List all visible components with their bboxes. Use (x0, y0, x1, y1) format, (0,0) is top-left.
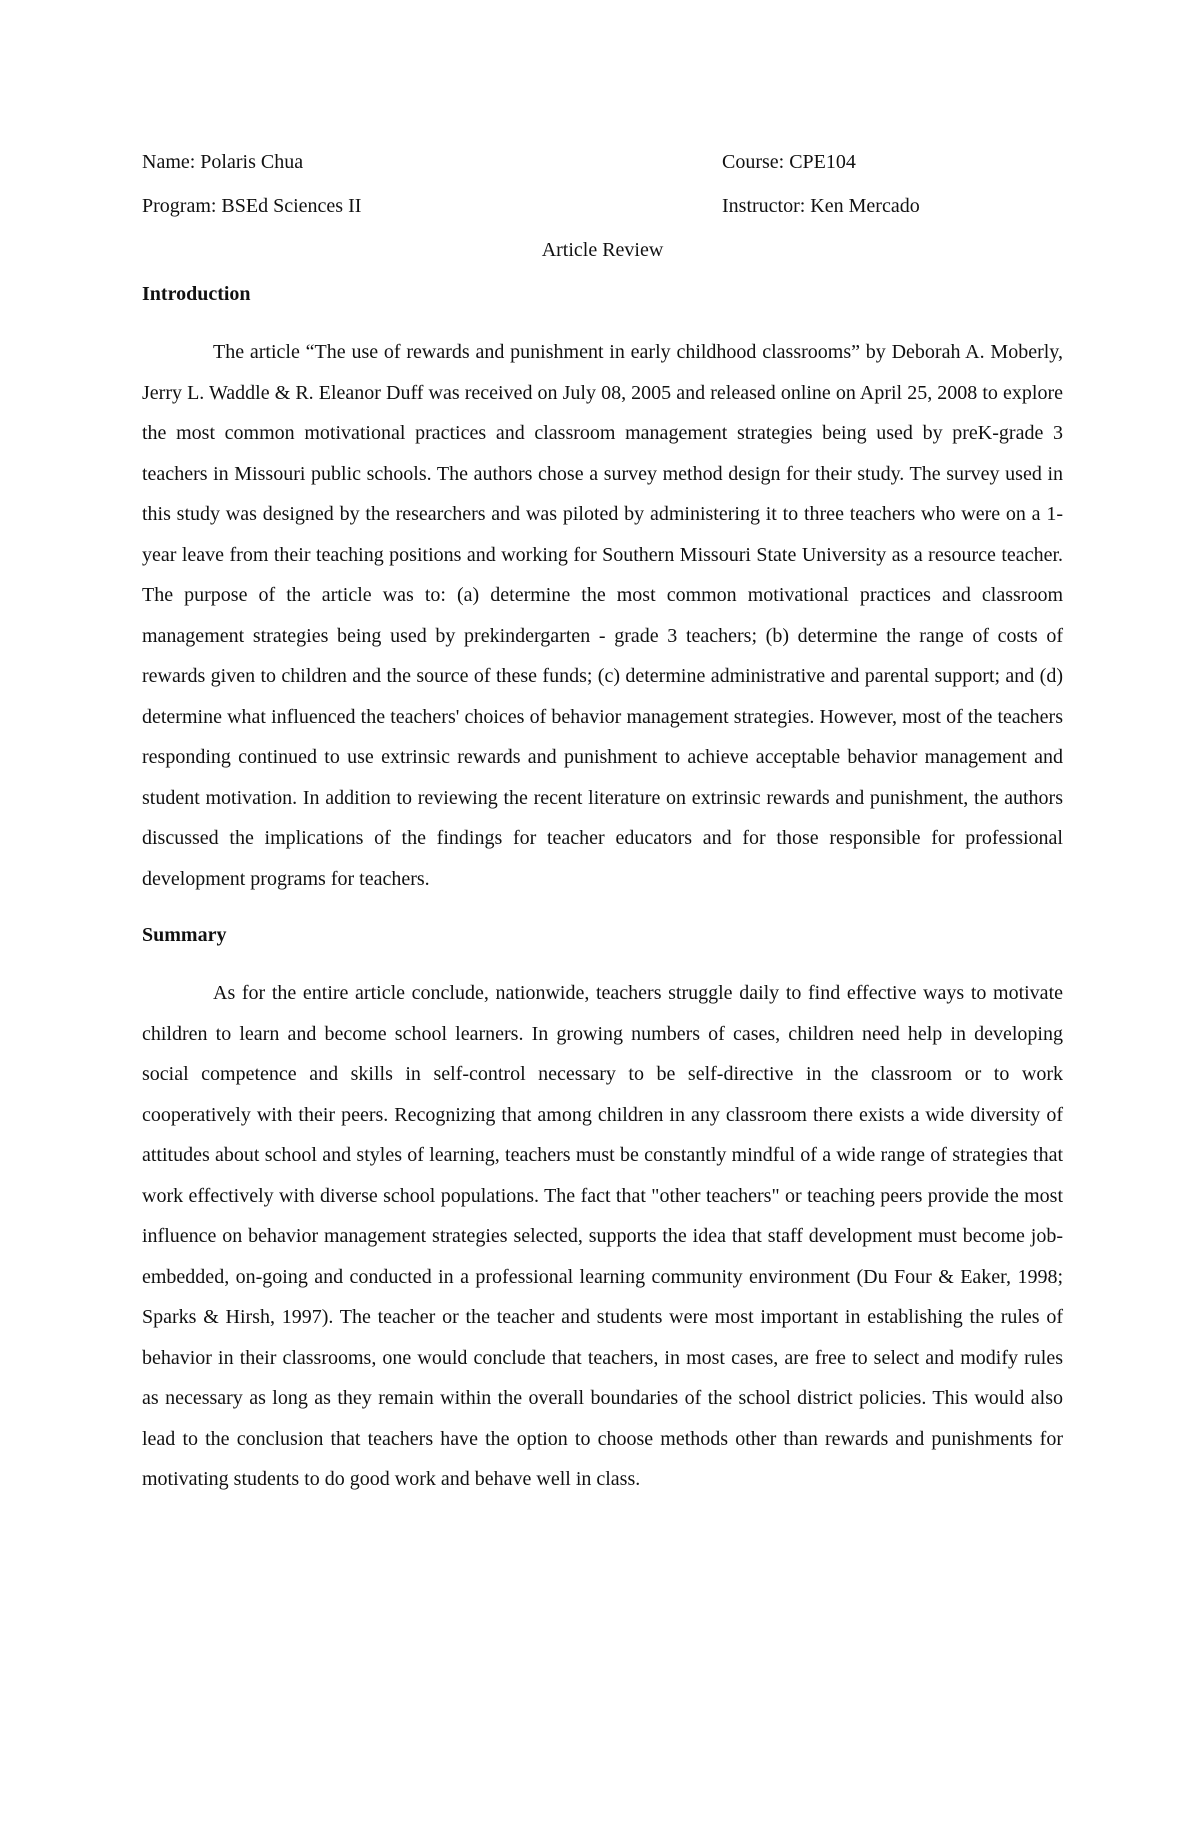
header-row-2 (142, 184, 1063, 228)
summary-heading: Summary (142, 924, 227, 946)
summary-paragraph: As for the entire article conclude, nationwide, teachers struggle daily to find effective ways to motivate children to learn and become school learners. In growing numbers of cases, children need help in developing social competence and skills in self-control necessary to be self-directive in the classroom or to work cooperatively with their peers. Recognizing that among children in any classroom there exists a wide diversity of attitudes about school and styles of learning, teachers must be constantly mindful of a wide range of strategies that work effectively with diverse school populations. The fact that "other teachers" or teaching peers provide the most influence on behavior management strategies selected, supports the idea that staff development must become job-embedded, on-going and conducted in a professional learning community environment (Du Four & Eaker, 1998; Sparks & Hirsh, 1997). The teacher or the teacher and students were most important in establishing the rules of behavior in their classrooms, one would conclude that teachers, in most cases, are free to select and modify rules as necessary as long as they remain within the overall boundaries of the school district policies. This would also lead to the conclusion that teachers have the option to choose methods other than rewards and punishments for motivating students to do good work and behave well in class. (142, 982, 1063, 1490)
spacer (142, 899, 1063, 913)
document-content (142, 140, 1063, 1500)
introduction-paragraph: The article “The use of rewards and punishment in early childhood classrooms” by Deborah A. Moberly, Jerry L. Waddle & R. Eleanor Duff was received on July 08, 2005 and released online on April 25, 2008 to explore the most common motivational practices and classroom management strategies being used by preK-grade 3 teachers in Missouri public schools. The authors chose a survey method design for their study. The survey used in this study was designed by the researchers and was piloted by administering it to three teachers who were on a 1-year leave from their teaching positions and working for Southern Missouri State University as a resource teacher. The purpose of the article was to: (a) determine the most common motivational practices and classroom management strategies being used by prekindergarten - grade 3 teachers; (b) determine the range of costs of rewards given to children and the source of these funds; (c) determine administrative and parental support; and (d) determine what influenced the teachers' choices of behavior management strategies. However, most of the teachers responding continued to use extrinsic rewards and punishment to achieve acceptable behavior management and student motivation. In addition to reviewing the recent literature on extrinsic rewards and punishment, the authors discussed the implications of the findings for teacher educators and for those responsible for professional development programs for teachers. (142, 341, 1063, 890)
course-code: Course: CPE104 (722, 151, 856, 173)
instructor-name: Instructor: Ken Mercado (722, 195, 920, 217)
introduction-heading: Introduction (142, 283, 251, 305)
document-title: Article Review (541, 239, 664, 261)
student-name: Name: Polaris Chua (142, 151, 304, 173)
program-name: Program: BSEd Sciences II (142, 195, 362, 217)
spacer (142, 957, 1063, 973)
spacer (142, 316, 1063, 332)
header-row-1 (142, 140, 1063, 184)
